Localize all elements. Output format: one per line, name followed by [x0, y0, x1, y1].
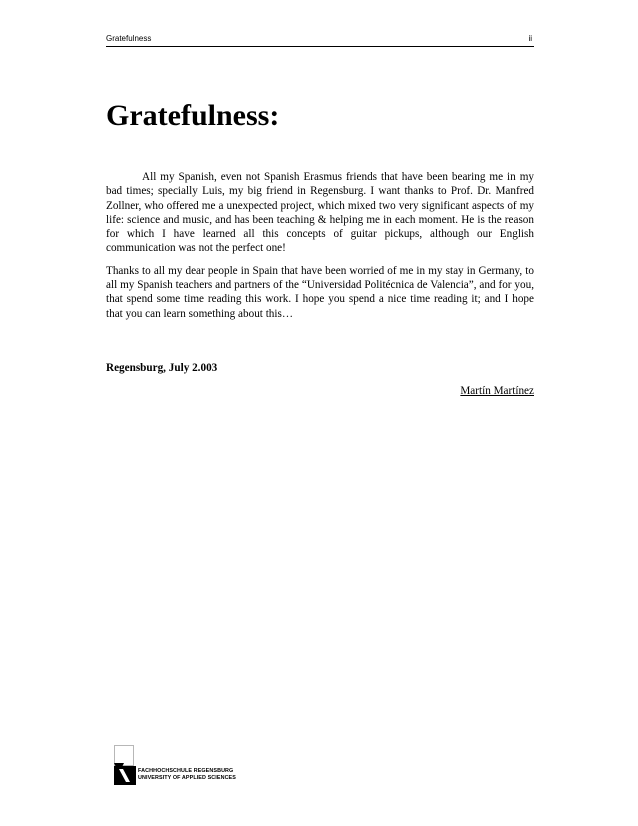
page-title: Gratefulness:: [106, 99, 280, 132]
paragraph-acknowledgement-friends: All my Spanish, even not Spanish Erasmus friends that have been bearing me in my bad times; specially Luis, my big friend in Regensburg. I want thanks to Prof. Dr. Manfred Zollner, who offered me a unexpected project, which mixed two very significant aspects of my life: science and music, and has been teaching & helping me in each moment. He is the reason for which I have learned all this concepts of guitar pickups, although our English communication was not the perfect one!: [106, 171, 534, 255]
logo-text-line1: FACHHOCHSCHULE REGENSBURG: [138, 768, 234, 774]
page-number: ii: [528, 34, 532, 43]
header-title: Gratefulness: [106, 34, 152, 43]
place-date: Regensburg, July 2.003: [106, 362, 218, 374]
university-logo: [114, 745, 264, 785]
logo-text-line2: UNIVERSITY OF APPLIED SCIENCES: [138, 775, 236, 781]
author-signature: Martín Martínez: [460, 385, 534, 397]
logo-mark-icon: [114, 745, 136, 785]
running-header: [106, 33, 534, 47]
paragraph-acknowledgement-family: Thanks to all my dear people in Spain that have been worried of me in my stay in Germany, to all my Spanish teachers and partners of the “Universidad Politécnica de Valencia”, and for you, that spend some time reading this work. I hope you spend a nice time reading it; and I hope that you can learn something about this…: [106, 264, 534, 320]
body-text: [106, 170, 534, 329]
